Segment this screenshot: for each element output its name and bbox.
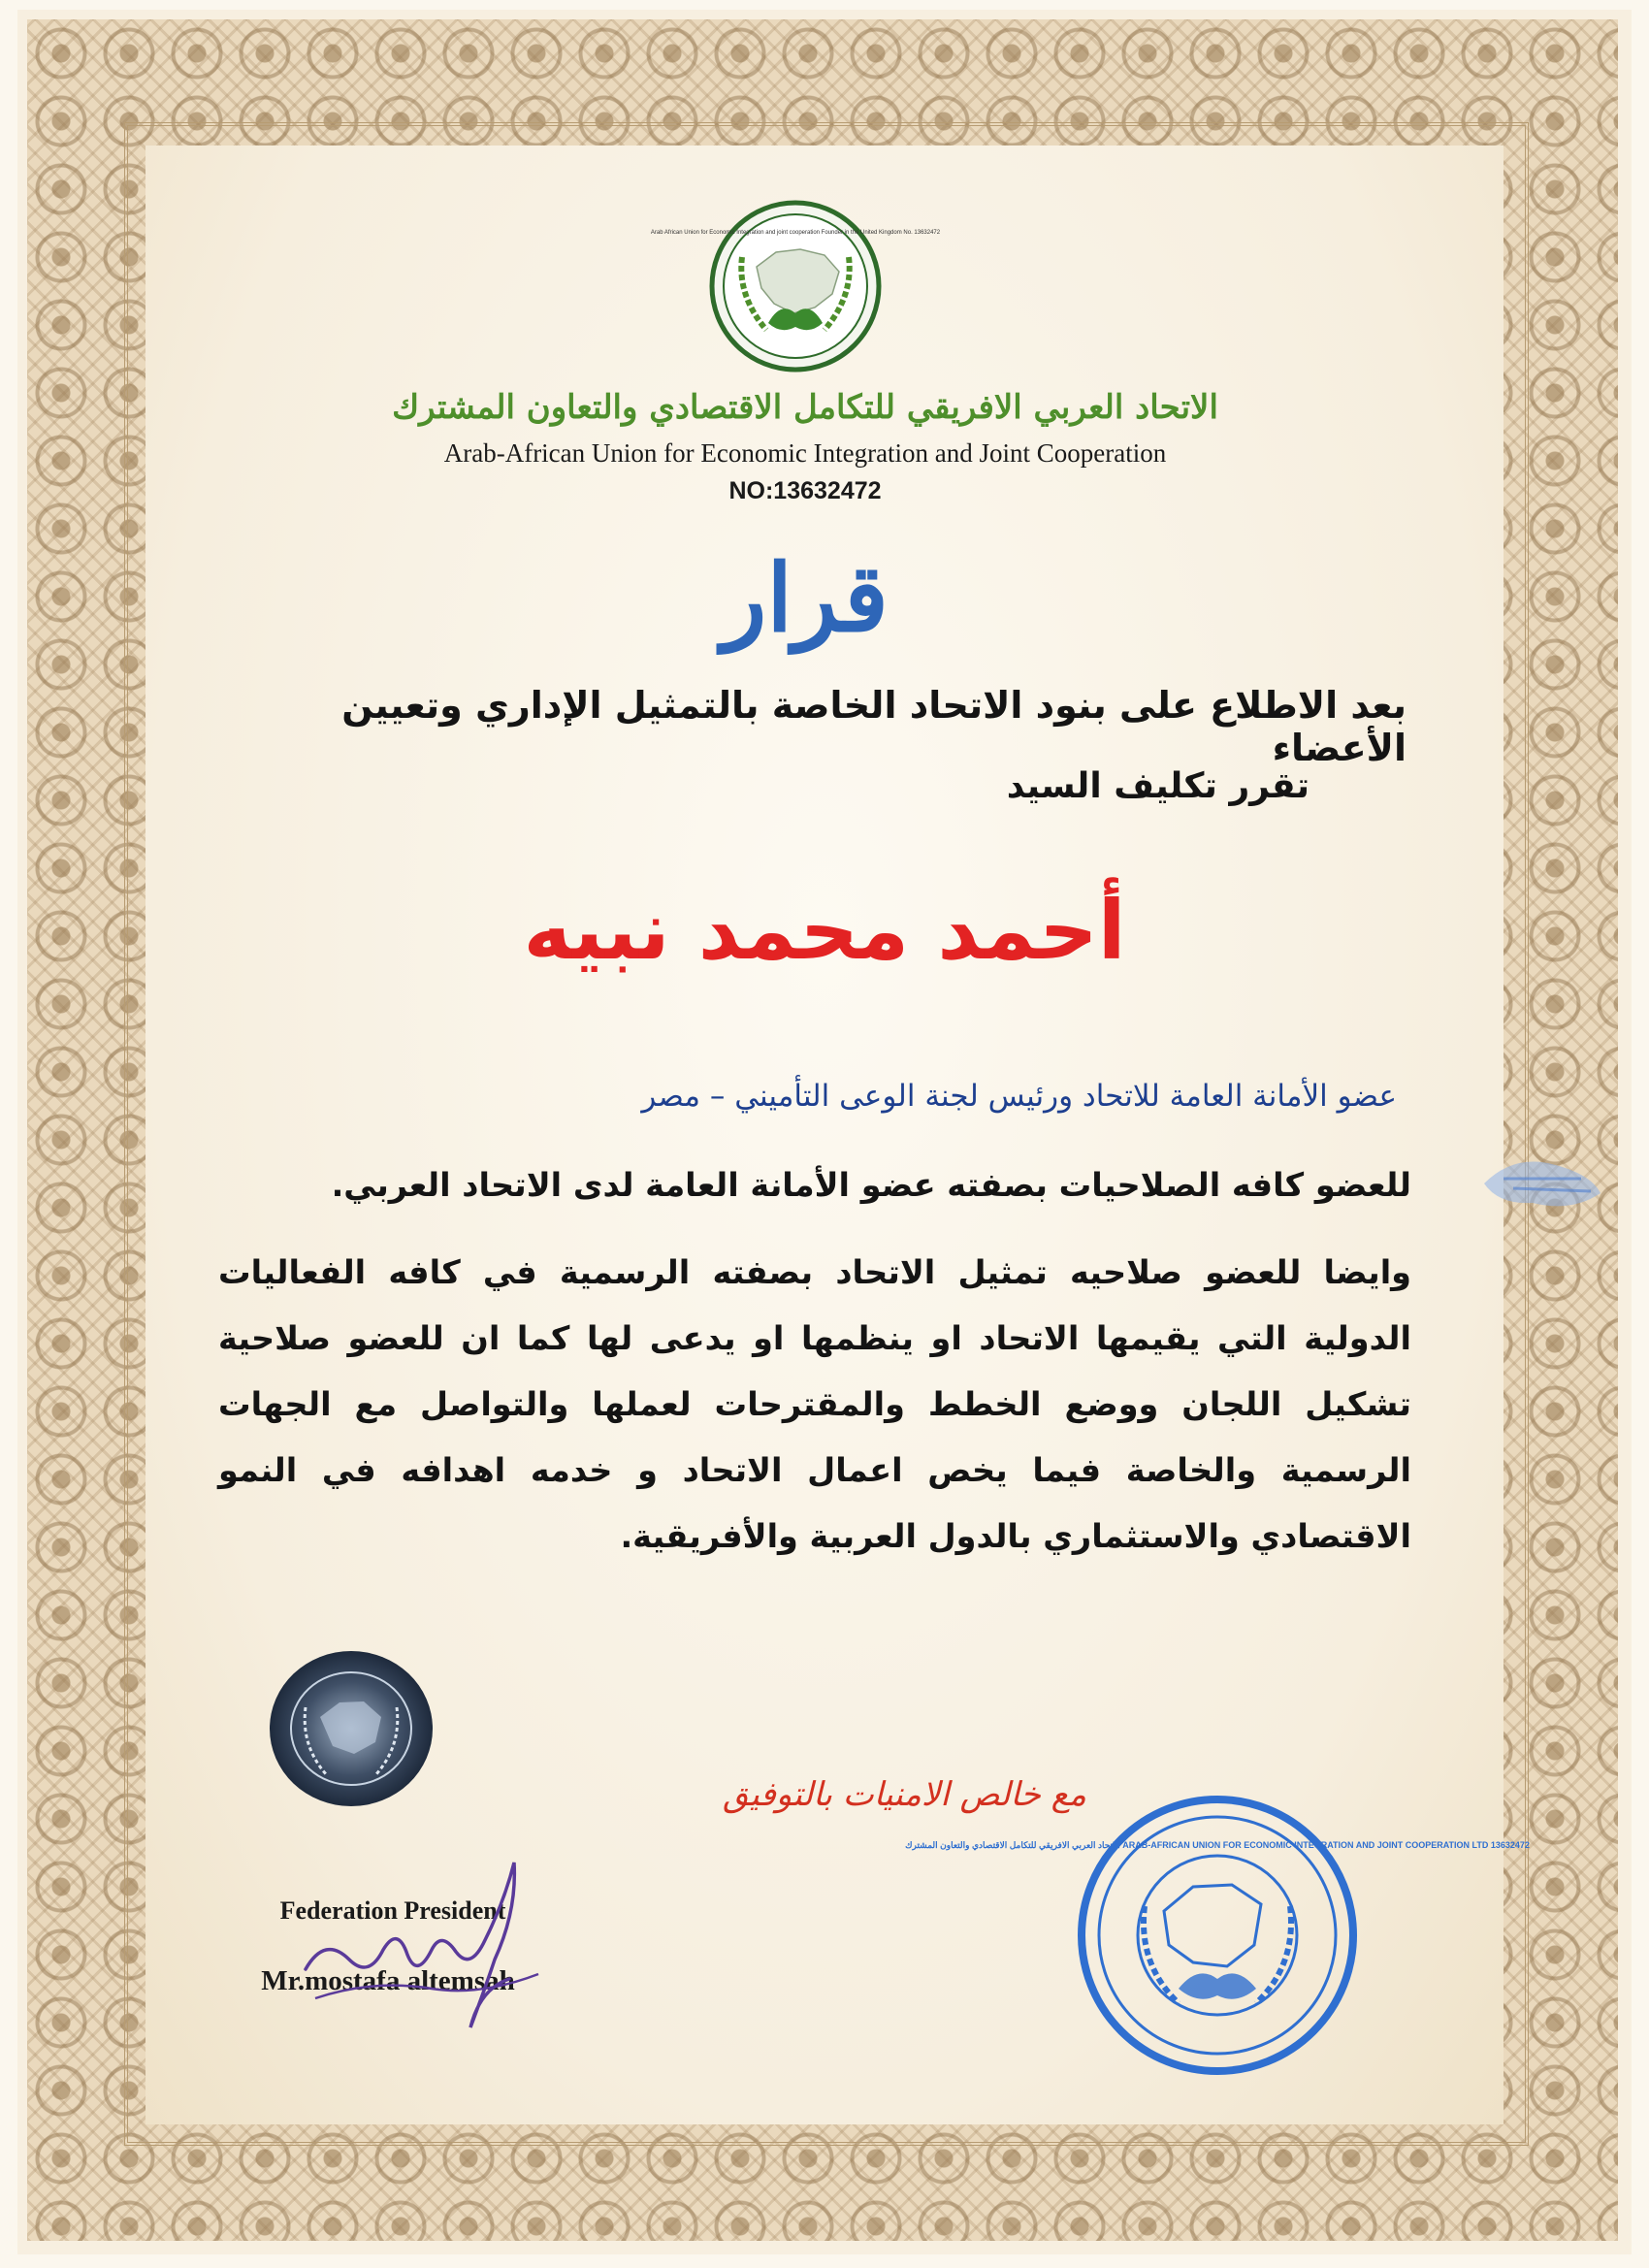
document-title: قرار xyxy=(722,543,889,653)
svg-text:Arab African Union for Economi: Arab African Union for Economic Integration and joint cooperation Founder in the United Kingdom No. 13632472 xyxy=(650,230,941,236)
signatory-name: Mr.mostafa altemsah xyxy=(261,1965,515,1996)
appointee-position: عضو الأمانة العامة للاتحاد ورئيس لجنة الوعى التأميني – مصر xyxy=(641,1079,1397,1114)
svg-text:الاتحاد العربي الافريقي للتكام: الاتحاد العربي الافريقي للتكامل الاقتصادي والتعاون المشترك ARAB-AFRICAN UNION FOR ECONOMIC INTEGRATION AND JOINT COOPERATION LTD 13632472 xyxy=(905,1840,1530,1850)
ink-mark xyxy=(1474,1135,1610,1222)
paragraph-representation: وايضا للعضو صلاحيه تمثيل الاتحاد بصفته الرسمية في كافه الفعاليات الدولية التي يقيمها الاتحاد او ينظمها او يدعى لها كما ان للعضو صلاحية تشكيل اللجان ووضع الخطط والمقترحات لعملها والتواصل مع الجهات الرسمية والخاصة فيما يخص اعمال الاتحاد و خدمه اهدافه في النمو الاقتصادي والاستثماري بالدول العربية والأفريقية. xyxy=(218,1253,1411,1555)
decision-line: تقرر تكليف السيد xyxy=(1006,766,1310,806)
header-english-name: Arab-African Union for Economic Integration and Joint Cooperation xyxy=(443,438,1167,468)
appointee-name: أحمد محمد نبيه xyxy=(523,883,1126,978)
registration-number: NO:13632472 xyxy=(728,477,882,504)
intro-line: بعد الاطلاع على بنود الاتحاد الخاصة بالتمثيل الإداري وتعيين الأعضاء xyxy=(341,684,1406,769)
hologram-seal-icon xyxy=(267,1649,436,1809)
blue-stamp-icon xyxy=(905,1790,1530,2081)
paragraph-authority: للعضو كافه الصلاحيات بصفته عضو الأمانة العامة لدى الاتحاد العربي. xyxy=(331,1166,1411,1204)
signatory-title: Federation President xyxy=(279,1896,506,1925)
signature-icon xyxy=(286,1843,567,2037)
closing-wishes: مع خالص الامنيات بالتوفيق xyxy=(723,1775,1086,1814)
header-arabic-name: الاتحاد العربي الافريقي للتكامل الاقتصادي والتعاون المشترك xyxy=(392,388,1218,427)
decision-body xyxy=(218,1152,1411,1570)
union-logo-icon xyxy=(650,199,941,373)
